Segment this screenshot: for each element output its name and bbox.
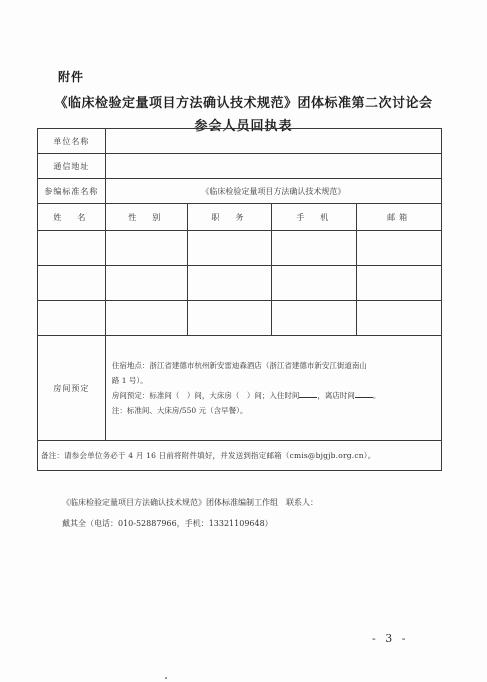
attachment-label: 附件 bbox=[58, 70, 85, 84]
page-number: - 3 - bbox=[372, 632, 409, 645]
standard-name-value: 《临床检验定量项目方法确认技术规范》 bbox=[105, 179, 441, 204]
column-header-mobile: 手 机 bbox=[272, 204, 357, 231]
position-cell[interactable] bbox=[187, 231, 272, 266]
document-subtitle: 参会人员回执表 bbox=[194, 119, 293, 134]
email-cell[interactable] bbox=[357, 266, 442, 301]
name-cell[interactable] bbox=[38, 231, 106, 266]
unit-name-field[interactable] bbox=[105, 129, 441, 154]
working-group-line: 《临床检验定量项目方法确认技术规范》团体标准编制工作组 联系人： bbox=[62, 498, 318, 507]
mobile-cell[interactable] bbox=[272, 231, 357, 266]
column-header-gender: 性 别 bbox=[105, 204, 187, 231]
checkin-blank[interactable] bbox=[299, 389, 317, 398]
booking-suffix: 。 bbox=[372, 391, 381, 400]
column-header-position: 职 务 bbox=[187, 204, 272, 231]
price-note: 注：标准间、大床房/550 元（含早餐）。 bbox=[111, 406, 248, 415]
position-cell[interactable] bbox=[187, 266, 272, 301]
gender-cell[interactable] bbox=[105, 301, 187, 336]
table-row bbox=[38, 266, 442, 301]
checkout-label: ，离店时间 bbox=[317, 391, 355, 400]
table-row bbox=[38, 301, 442, 336]
column-header-email: 邮箱 bbox=[357, 204, 442, 231]
registration-form-table bbox=[37, 128, 442, 471]
standard-name-label: 参编标准名称 bbox=[38, 179, 106, 204]
hotel-address-line2: 路 1 号）。 bbox=[111, 376, 148, 385]
name-cell[interactable] bbox=[38, 301, 106, 336]
scan-mark bbox=[165, 677, 167, 679]
email-cell[interactable] bbox=[357, 301, 442, 336]
room-booking-details bbox=[105, 336, 441, 441]
name-cell[interactable] bbox=[38, 266, 106, 301]
unit-name-label: 单位名称 bbox=[38, 129, 106, 154]
room-booking-label: 房间预定 bbox=[38, 336, 106, 441]
address-field[interactable] bbox=[105, 154, 441, 179]
table-row bbox=[38, 231, 442, 266]
checkout-blank[interactable] bbox=[355, 389, 373, 398]
document-title: 《临床检验定量项目方法确认技术规范》团体标准第二次讨论会 bbox=[54, 96, 433, 111]
booking-prefix: 房间预定：标准间（ ）间，大床房（ ）间；入住时间 bbox=[111, 391, 300, 400]
contact-line: 戴其全（电话：010-52887966，手机：13321109648） bbox=[62, 519, 273, 528]
column-header-name: 姓 名 bbox=[38, 204, 106, 231]
hotel-address-line1: 住宿地点：浙江省建德市杭州新安雷迪森酒店（浙江省建德市新安江街道南山 bbox=[111, 361, 367, 370]
gender-cell[interactable] bbox=[105, 231, 187, 266]
booking-line bbox=[112, 388, 435, 403]
email-cell[interactable] bbox=[357, 231, 442, 266]
address-label: 通信地址 bbox=[38, 154, 106, 179]
position-cell[interactable] bbox=[187, 301, 272, 336]
mobile-cell[interactable] bbox=[272, 301, 357, 336]
gender-cell[interactable] bbox=[105, 266, 187, 301]
remark-note: 备注：请参会单位务必于 4 月 16 日前将附件填好，并发送到指定邮箱（cmis@bjgjb.org.cn）。 bbox=[38, 441, 442, 471]
mobile-cell[interactable] bbox=[272, 266, 357, 301]
